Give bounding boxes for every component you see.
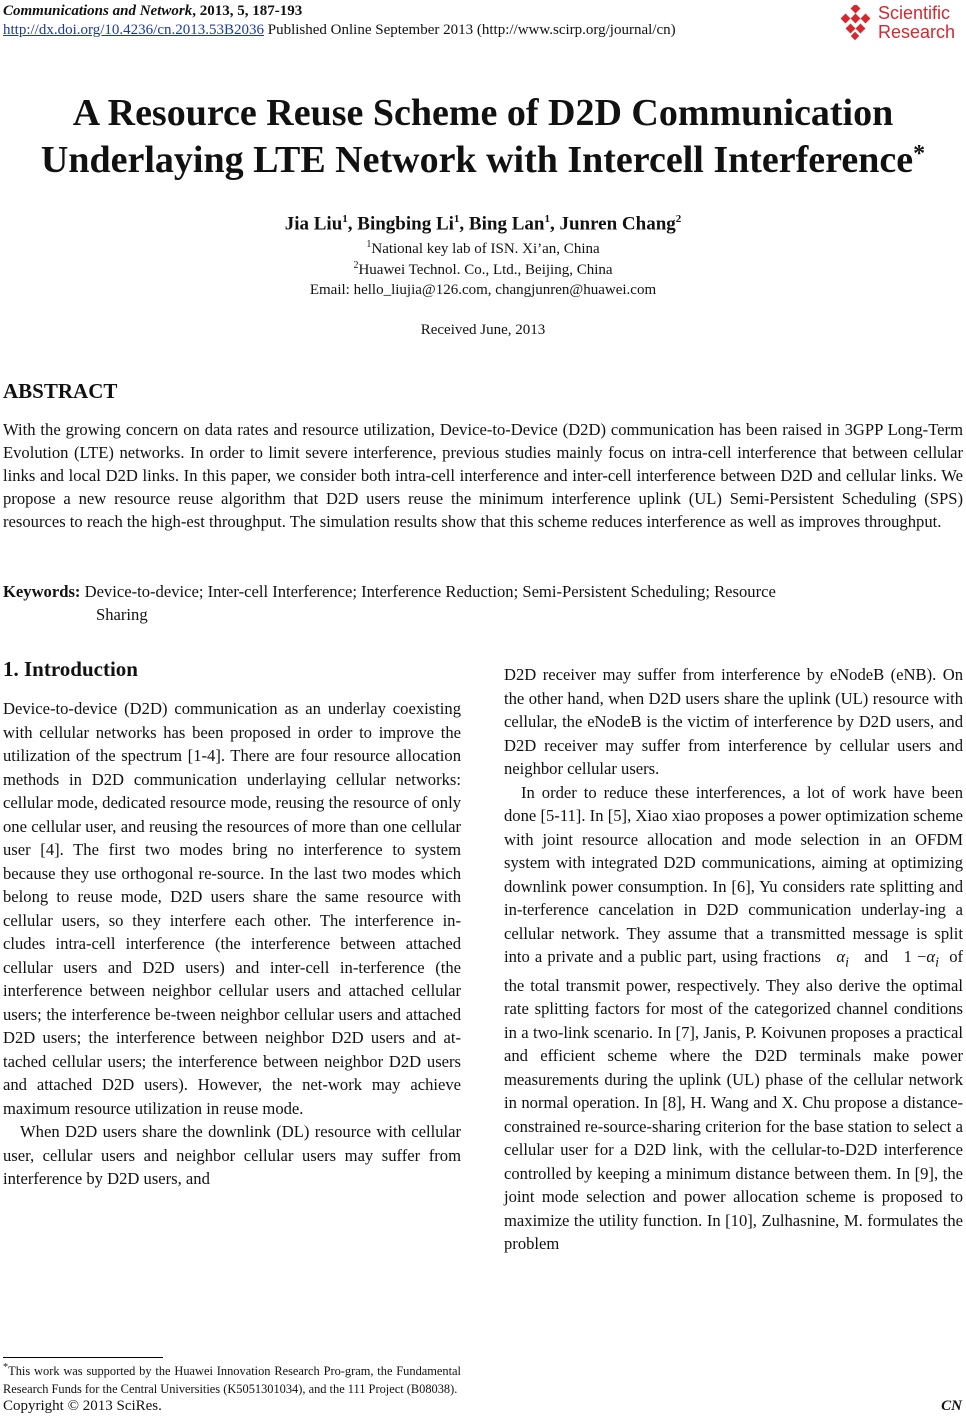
doi-line — [3, 22, 676, 39]
author-list: Jia Liu$^1$, Bingbing Li$^1$, Bing Lan$^1$, Junren Chang$^2$ — [284, 213, 682, 235]
paragraph-text: and — [864, 947, 889, 966]
affiliation-text: National key lab of ISN. Xi’an, China — [371, 241, 600, 257]
logo-text-line1: Scientific — [878, 3, 951, 23]
math-prefix: 1 − — [903, 947, 927, 966]
keywords-text-cont: Sharing — [96, 605, 148, 624]
logo-text-line2: Research — [878, 22, 956, 42]
left-column — [3, 697, 461, 1191]
paragraph: D2D receiver may suffer from interference by eNodeB (eNB). On the other hand, when D2D users share the uplink (UL) resource with cellular, the eNodeB is the victim of interference by D2D users, and D2D receiver may suffer from interference by cellular users and neighbor cellular users. — [504, 665, 963, 778]
received-date: Received June, 2013 — [420, 322, 546, 338]
paragraph-text: In order to reduce these interferences, a lot of work have been done [5-11]. In [5], Xiao xiao proposes a power optimization scheme with joint resource allocation and mode selection in an OFDM system with integrated D2D communications, aiming at optimizing downlink power consumption. In [6], Yu considers rate splitting and in-terference cancelation in D2D communication underlay-ing a cellular network. They assume that a transmitted message is split into a private and a public part, using fractions — [504, 782, 963, 966]
affiliation-1 — [0, 239, 966, 258]
paragraph-text: of the total transmit power, respectively. They also derive the optimal rate splitting factors for most of the categorized channel conditions in a two-link scenario. In [7], Janis, P. Koivunen proposes a practical and efficient scheme where the D2D terminals make power measurements during the uplink (UL) phase of the cellular network in normal operation. In [8], H. Wang and X. Chu propose a distance-constrained re-source-sharing criterion for the base station to select a cellular user for a D2D link, with the cellular-to-D2D interference controlled by keeping a minimum distance between them. In [9], the joint mode selection and power allocation scheme is proposed to maximize the utility function. In [10], Zulhasnine, M. formulates the problem — [504, 947, 964, 1254]
math-alpha-i — [826, 947, 849, 970]
keywords-label: Keywords: — [3, 582, 81, 601]
math-symbol: α — [836, 947, 846, 966]
journal-name: Communications and Network — [3, 3, 193, 19]
copyright: Copyright © 2013 SciRes. — [3, 1398, 162, 1414]
title-line-2-text: Underlaying LTE Network with Intercell Interference — [40, 139, 914, 181]
math-one-minus-alpha-i — [903, 947, 939, 970]
right-column — [504, 663, 963, 1256]
affiliation-text: Huawei Technol. Co., Ltd., Beijing, China — [358, 262, 613, 278]
paper-title — [0, 90, 966, 184]
journal-citation — [3, 3, 302, 20]
footnote-text: This work was supported by the Huawei Innovation Research Pro-gram, the Fundamental Research Funds for the Central Universities (K5051301034), and the 111 Project (B08038). — [3, 1364, 461, 1397]
math-subscript: i — [935, 954, 939, 970]
math-symbol: α — [926, 947, 936, 966]
publication-info: Published Online September 2013 (http://www.scirp.org/journal/cn) — [263, 22, 676, 38]
author-email — [0, 282, 966, 299]
title-line-2 — [0, 137, 966, 184]
abstract-heading: ABSTRACT — [3, 379, 118, 403]
paragraph — [504, 781, 963, 1256]
footnote — [3, 1359, 461, 1398]
author-name: Junren Chang — [559, 213, 676, 235]
affiliation-2 — [0, 260, 966, 279]
publisher-logo-icon — [838, 5, 874, 41]
keywords-text: Device-to-device; Inter-cell Interference; Interference Reduction; Semi-Persistent Scheduling; Resource — [80, 582, 776, 601]
doi-link[interactable]: http://dx.doi.org/10.4236/cn.2013.53B2036 — [3, 22, 264, 38]
author-affil-mark: 1 — [342, 213, 348, 225]
author-affil-mark: 2 — [675, 213, 682, 225]
footnote-mark: * — [3, 1362, 9, 1373]
footnote-divider — [3, 1357, 163, 1358]
title-footnote-mark: * — [913, 141, 926, 167]
affiliation-mark: 1 — [366, 239, 372, 250]
author-name: Bing Lan — [468, 213, 545, 235]
author-name: Bingbing Li — [357, 213, 454, 235]
journal-volume: , 2013, 5, 187-193 — [192, 3, 303, 19]
paragraph: When D2D users share the downlink (DL) resource with cellular user, cellular users and neighbor cellular users may suffer from interference by D2D users, and — [3, 1122, 461, 1188]
title-line-1: A Resource Reuse Scheme of D2D Communication — [72, 92, 894, 134]
affiliation-mark: 2 — [353, 260, 359, 271]
author-affil-mark: 1 — [453, 213, 460, 225]
journal-abbreviation: CN — [941, 1398, 962, 1414]
author-name: Jia Liu — [284, 213, 343, 235]
keywords — [3, 580, 963, 626]
scientific-research-logo — [838, 2, 962, 44]
abstract-text: With the growing concern on data rates and resource utilization, Device-to-Device (D2D) communication has been raised in 3GPP Long-Term Evolution (LTE) networks. In order to limit severe interference, previous studies mainly focus on intra-cell interference that between cellular links and local D2D links. In this paper, we consider both intra-cell interference and inter-cell interference between D2D and cellular links. We propose a new resource reuse algorithm that D2D users reuse the minimum interference uplink (UL) Semi-Persistent Scheduling (SPS) resources to reach the high-est throughput. The simulation results show that this scheme reduces interference as well as improves throughput. — [3, 420, 963, 531]
author-affil-mark: 1 — [544, 213, 550, 225]
paragraph: Device-to-device (D2D) communication as an underlay coexisting with cellular networks has been proposed in order to improve the utilization of the spectrum [1-4]. There are four resource allocation methods in D2D communication underlaying cellular networks: cellular mode, dedicated resource mode, reusing the resource of only one cellular user, and reusing the resources of more than one cellular user [4]. The first two modes bring no interference to system because they use orthogonal re-source. In the last two modes which belong to reuse mode, D2D users share the same resource with cellular users, so they interfere each other. The interference in-cludes intra-cell interference (the interference between attached cellular users and D2D users) and inter-cell in-terference (the interference between neighbor cellular users and attached cellular users; the interference be-tween neighbor cellular users and attached D2D users; the interference between neighbor D2D users and at-tached cellular users; the interference between neighbor D2D users and attached D2D users). However, the net-work may achieve maximum resource utilization in reuse mode. — [3, 699, 461, 1118]
section-heading: 1. Introduction — [3, 657, 138, 681]
email-text: Email: hello_liujia@126.com, changjunren@huawei.com — [309, 282, 657, 298]
math-subscript: i — [845, 954, 849, 970]
